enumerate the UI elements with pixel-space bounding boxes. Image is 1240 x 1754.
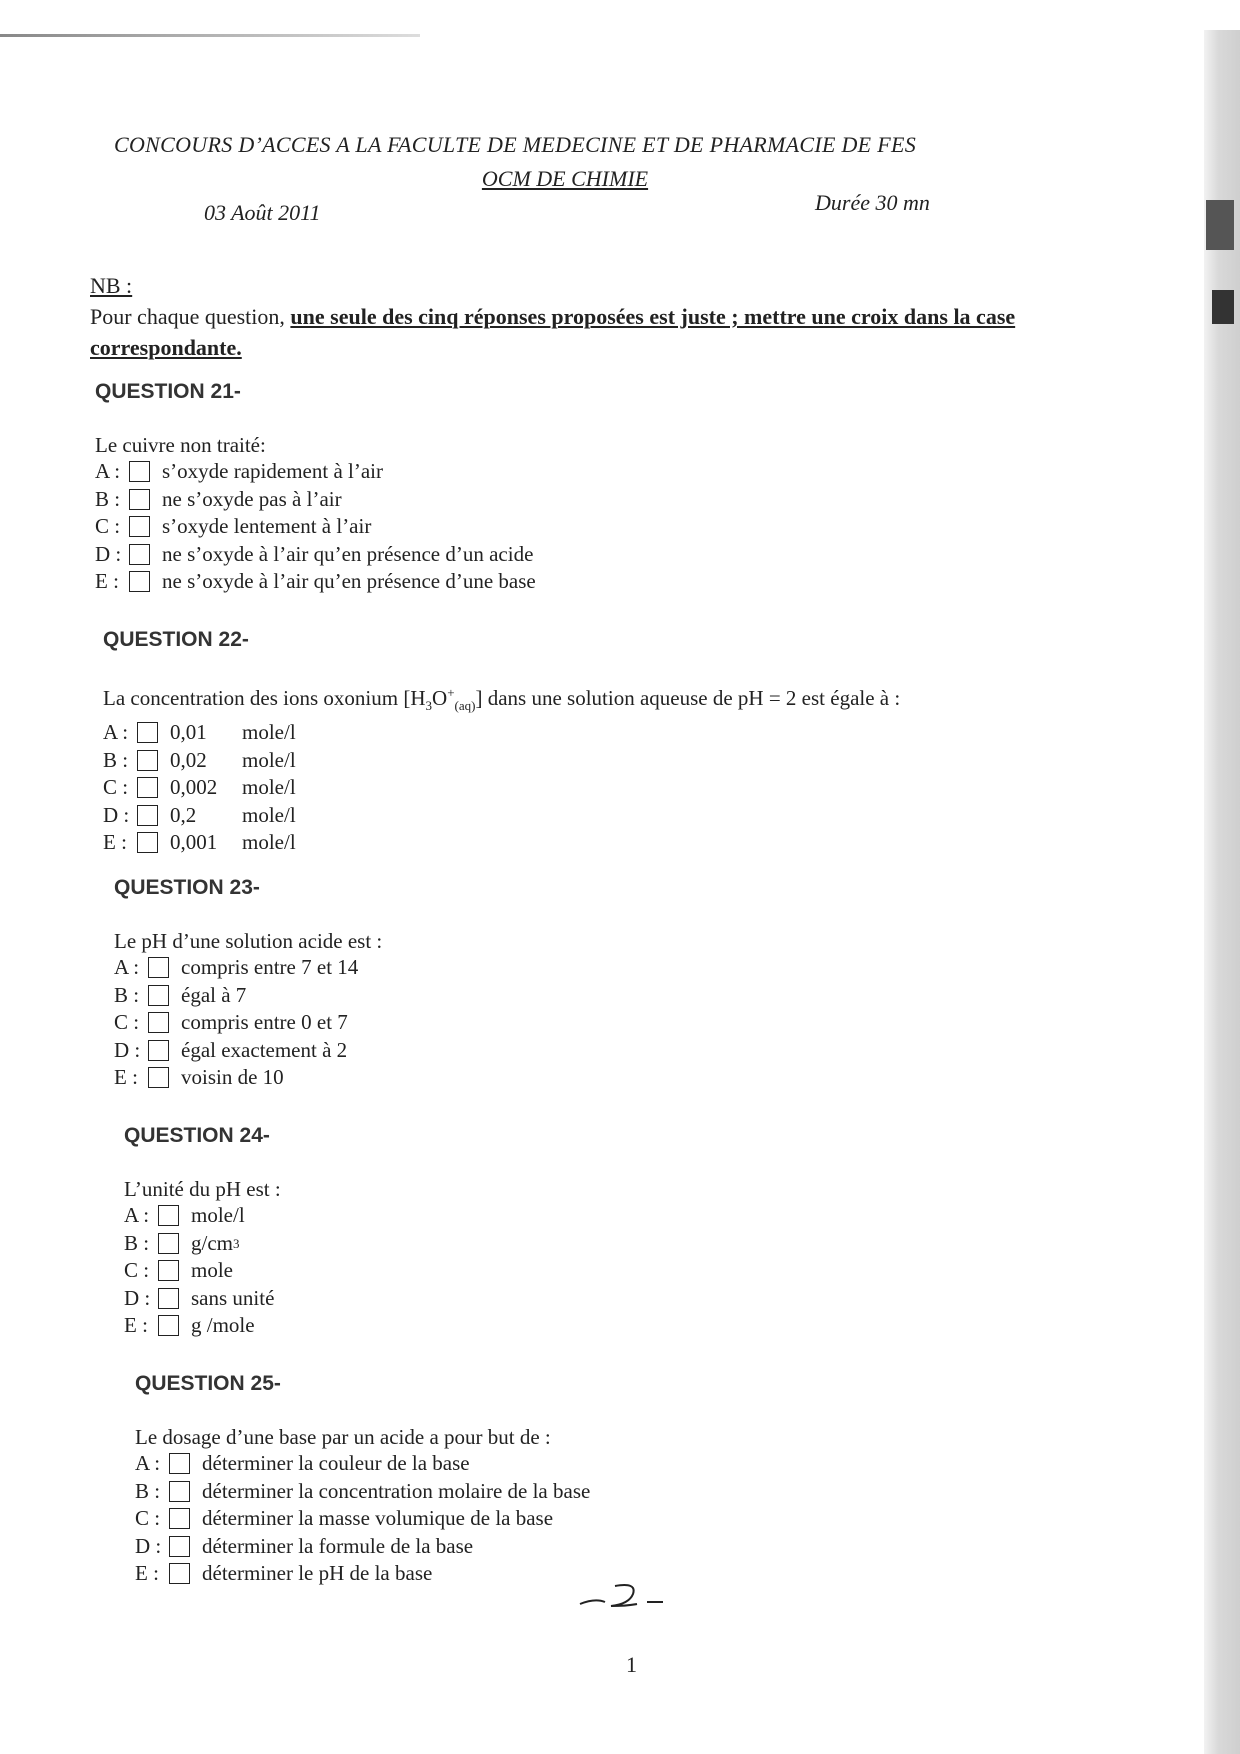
option-text: mole/l bbox=[191, 1203, 245, 1227]
scan-edge-right bbox=[1204, 30, 1240, 1754]
option-letter: E : bbox=[95, 569, 119, 593]
stem-part: La concentration des ions oxonium [H bbox=[103, 686, 426, 710]
answer-checkbox[interactable] bbox=[169, 1481, 190, 1502]
question-stem bbox=[103, 680, 900, 719]
question-title: QUESTION 25- bbox=[135, 1372, 281, 1395]
option-letter: A : bbox=[135, 1451, 161, 1475]
option-letter: E : bbox=[124, 1313, 148, 1337]
answer-checkbox[interactable] bbox=[129, 571, 150, 592]
option-e bbox=[114, 1064, 382, 1092]
option-text: g /mole bbox=[191, 1313, 255, 1337]
option-letter: A : bbox=[95, 459, 121, 483]
question-title: QUESTION 23- bbox=[114, 876, 260, 899]
option-text: déterminer le pH de la base bbox=[202, 1561, 433, 1585]
answer-checkbox[interactable] bbox=[129, 544, 150, 565]
option-text: compris entre 0 et 7 bbox=[181, 1010, 348, 1034]
option-letter: C : bbox=[124, 1258, 150, 1282]
option-letter: D : bbox=[135, 1533, 162, 1558]
option-text: compris entre 7 et 14 bbox=[181, 955, 359, 979]
option-a bbox=[135, 1450, 590, 1478]
option-letter: C : bbox=[114, 1010, 140, 1034]
option-d bbox=[114, 1037, 382, 1065]
option-d bbox=[95, 541, 536, 569]
answer-checkbox[interactable] bbox=[158, 1233, 179, 1254]
page-number: 1 bbox=[626, 1652, 637, 1677]
option-letter: D : bbox=[95, 541, 122, 566]
answer-checkbox[interactable] bbox=[169, 1536, 190, 1557]
answer-checkbox[interactable] bbox=[137, 750, 158, 771]
answer-checkbox[interactable] bbox=[158, 1315, 179, 1336]
answer-checkbox[interactable] bbox=[129, 516, 150, 537]
option-b bbox=[114, 982, 382, 1010]
option-text: ne s’oxyde pas à l’air bbox=[162, 486, 342, 511]
option-letter: A : bbox=[114, 955, 140, 979]
option-a bbox=[95, 458, 536, 486]
handwritten-mark bbox=[575, 1576, 675, 1616]
option-letter: E : bbox=[135, 1561, 159, 1585]
exam-date: 03 Août 2011 bbox=[204, 200, 321, 225]
option-text: s’oxyde rapidement à l’air bbox=[162, 459, 383, 483]
option-letter: B : bbox=[135, 1478, 161, 1503]
answer-checkbox[interactable] bbox=[169, 1508, 190, 1529]
question-stem: Le pH d’une solution acide est : bbox=[114, 929, 383, 953]
question-stem: Le dosage d’une base par un acide a pour but de : bbox=[135, 1425, 551, 1449]
answer-checkbox[interactable] bbox=[129, 461, 150, 482]
exam-duration: Durée 30 mn bbox=[815, 190, 930, 215]
option-c bbox=[95, 513, 536, 541]
option-value: 0,2 bbox=[170, 802, 197, 827]
stem-part: ] dans une solution aqueuse de pH = 2 est égale à : bbox=[475, 686, 901, 710]
question-stem: Le cuivre non traité: bbox=[95, 433, 266, 457]
option-value: 0,01 bbox=[170, 720, 207, 745]
option-unit: mole/l bbox=[242, 747, 296, 772]
option-d bbox=[124, 1285, 281, 1313]
option-text: déterminer la concentration molaire de la base bbox=[202, 1478, 591, 1503]
nb-text-bold: une seule des cinq réponses proposées est juste ; mettre une croix dans la case correspondante. bbox=[90, 304, 1016, 360]
answer-checkbox[interactable] bbox=[129, 489, 150, 510]
question-title: QUESTION 24- bbox=[124, 1124, 270, 1147]
option-c bbox=[135, 1505, 590, 1533]
option-letter: C : bbox=[135, 1506, 161, 1530]
stem-sub: (aq) bbox=[454, 698, 476, 714]
option-c bbox=[124, 1257, 281, 1285]
option-letter: D : bbox=[114, 1037, 141, 1062]
option-text: ne s’oxyde à l’air qu’en présence d’une base bbox=[162, 569, 536, 593]
option-b bbox=[135, 1478, 590, 1506]
option-b bbox=[124, 1230, 281, 1258]
option-letter: C : bbox=[103, 775, 129, 800]
answer-checkbox[interactable] bbox=[169, 1563, 190, 1584]
option-letter: D : bbox=[124, 1285, 151, 1310]
option-a bbox=[103, 719, 900, 747]
option-a bbox=[114, 954, 382, 982]
option-text: égal à 7 bbox=[181, 982, 247, 1007]
option-text: voisin de 10 bbox=[181, 1065, 284, 1089]
instructions bbox=[90, 270, 1070, 363]
option-letter: B : bbox=[103, 747, 129, 772]
option-letter: E : bbox=[114, 1065, 138, 1089]
option-value: 0,001 bbox=[170, 830, 218, 855]
option-value: 0,02 bbox=[170, 747, 207, 772]
answer-checkbox[interactable] bbox=[137, 832, 158, 853]
scan-edge-top bbox=[0, 34, 420, 37]
option-b bbox=[103, 747, 900, 775]
option-e bbox=[124, 1312, 281, 1340]
option-b bbox=[95, 486, 536, 514]
option-d bbox=[103, 802, 900, 830]
stem-sub: 3 bbox=[425, 698, 433, 714]
option-letter: B : bbox=[124, 1230, 150, 1255]
option-e bbox=[95, 568, 536, 596]
answer-checkbox[interactable] bbox=[148, 957, 169, 978]
answer-checkbox[interactable] bbox=[169, 1453, 190, 1474]
question-25 bbox=[135, 1372, 590, 1588]
answer-checkbox[interactable] bbox=[148, 985, 169, 1006]
option-letter: B : bbox=[95, 486, 121, 511]
answer-checkbox[interactable] bbox=[158, 1260, 179, 1281]
question-23 bbox=[114, 876, 382, 1092]
option-letter: E : bbox=[103, 830, 127, 855]
option-unit: mole/l bbox=[242, 720, 296, 745]
stem-part: O bbox=[432, 686, 448, 710]
answer-checkbox[interactable] bbox=[137, 805, 158, 826]
answer-checkbox[interactable] bbox=[148, 1040, 169, 1061]
option-sup: 3 bbox=[233, 1235, 240, 1251]
question-title: QUESTION 22- bbox=[103, 628, 249, 651]
option-unit: mole/l bbox=[242, 802, 296, 827]
option-text: g/cm bbox=[191, 1230, 233, 1255]
option-a bbox=[124, 1202, 281, 1230]
question-24 bbox=[124, 1124, 281, 1340]
answer-checkbox[interactable] bbox=[137, 777, 158, 798]
option-text: égal exactement à 2 bbox=[181, 1037, 348, 1062]
answer-checkbox[interactable] bbox=[137, 722, 158, 743]
option-text: déterminer la couleur de la base bbox=[202, 1451, 470, 1475]
option-letter: B : bbox=[114, 982, 140, 1007]
option-unit: mole/l bbox=[242, 775, 296, 800]
scan-mark bbox=[1212, 290, 1234, 324]
option-value: 0,002 bbox=[170, 775, 218, 800]
option-letter: D : bbox=[103, 802, 130, 827]
option-text: déterminer la masse volumique de la base bbox=[202, 1506, 554, 1530]
option-text: mole bbox=[191, 1258, 233, 1282]
option-letter: A : bbox=[124, 1203, 150, 1227]
stem-sup: + bbox=[447, 685, 455, 700]
option-unit: mole/l bbox=[242, 830, 296, 855]
option-c bbox=[103, 774, 900, 802]
question-title: QUESTION 21- bbox=[95, 380, 241, 403]
option-text: s’oxyde lentement à l’air bbox=[162, 514, 372, 538]
option-e bbox=[135, 1560, 590, 1588]
option-text: ne s’oxyde à l’air qu’en présence d’un acide bbox=[162, 541, 534, 566]
option-text: sans unité bbox=[191, 1285, 275, 1310]
option-letter: C : bbox=[95, 514, 121, 538]
nb-label: NB : bbox=[90, 273, 133, 298]
exam-title: CONCOURS D’ACCES A LA FACULTE DE MEDECINE ET DE PHARMACIE DE FES bbox=[114, 132, 916, 157]
answer-checkbox[interactable] bbox=[148, 1067, 169, 1088]
option-d bbox=[135, 1533, 590, 1561]
scan-mark bbox=[1206, 200, 1234, 250]
answer-checkbox[interactable] bbox=[148, 1012, 169, 1033]
answer-checkbox[interactable] bbox=[158, 1288, 179, 1309]
question-stem: L’unité du pH est : bbox=[124, 1177, 281, 1201]
option-e bbox=[103, 829, 900, 857]
answer-checkbox[interactable] bbox=[158, 1205, 179, 1226]
exam-subtitle: OCM DE CHIMIE bbox=[481, 166, 649, 191]
question-22 bbox=[103, 628, 900, 857]
nb-text-plain: Pour chaque question, bbox=[90, 304, 291, 329]
option-c bbox=[114, 1009, 382, 1037]
question-21 bbox=[95, 380, 536, 596]
option-letter: A : bbox=[103, 720, 129, 745]
option-text: déterminer la formule de la base bbox=[202, 1533, 474, 1558]
